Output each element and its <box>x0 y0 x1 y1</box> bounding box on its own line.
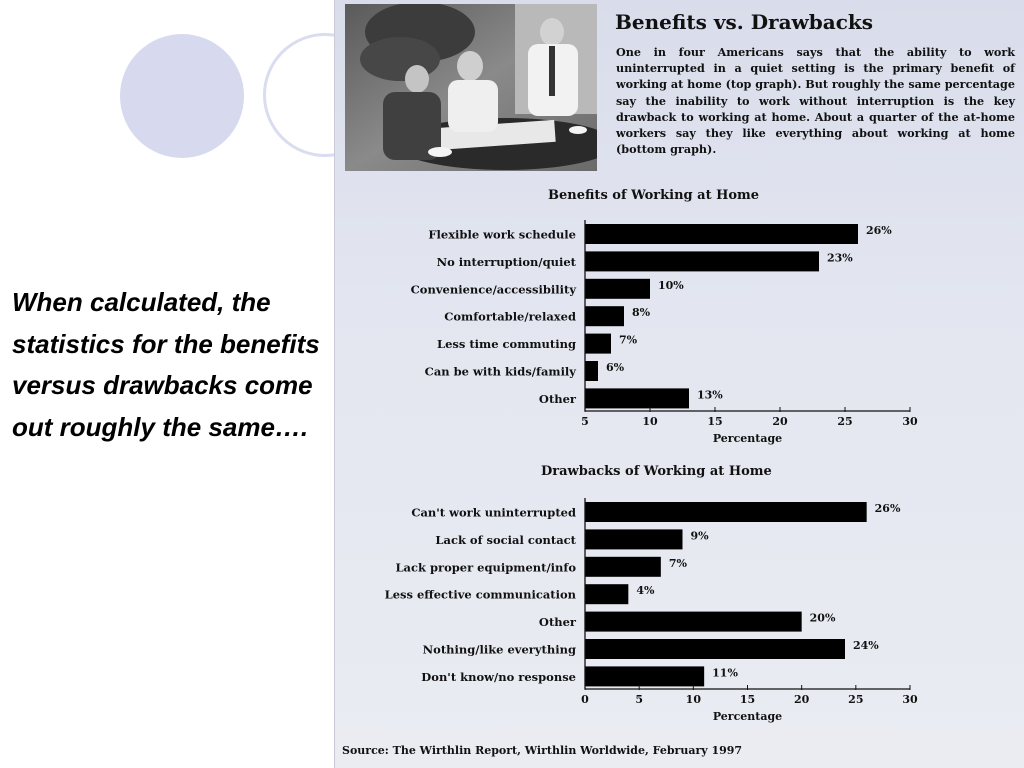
drawbacks-bar-lack-proper-equipment-info <box>585 557 661 577</box>
drawbacks-bar-lack-of-social-contact <box>585 529 683 549</box>
benefits-bar-comfortable-relaxed <box>585 306 624 326</box>
drawbacks-value-label-less-effective-communication: 4% <box>636 584 655 598</box>
benefits-chart <box>335 212 1024 462</box>
drawbacks-x-tick-label-30: 30 <box>902 693 918 706</box>
drawbacks-bar-can-t-work-uninterrupted <box>585 502 867 522</box>
benefits-x-axis-label: Percentage <box>712 432 783 445</box>
benefits-bar-other <box>585 388 689 408</box>
drawbacks-x-tick-label-10: 10 <box>685 693 701 706</box>
drawbacks-x-axis-label: Percentage <box>712 710 783 723</box>
slide-caption: When calculated, the statistics for the benefits versus drawbacks come out roughly the same…. <box>12 287 320 442</box>
benefits-value-label-flexible-work-schedule: 26% <box>866 224 892 237</box>
benefits-category-label-flexible-work-schedule: Flexible work schedule <box>428 227 576 242</box>
drawbacks-bar-don-t-know-no-response <box>585 666 704 686</box>
figure-panel <box>334 0 1024 768</box>
drawbacks-value-label-lack-of-social-contact: 9% <box>690 529 709 543</box>
drawbacks-category-label-don-t-know-no-response: Don't know/no response <box>421 669 576 684</box>
drawbacks-chart <box>335 490 1024 740</box>
drawbacks-bar-other <box>585 612 802 632</box>
benefits-bar-less-time-commuting <box>585 334 611 354</box>
drawbacks-value-label-lack-proper-equipment-info: 7% <box>668 556 687 570</box>
benefits-category-label-other: Other <box>538 391 576 406</box>
benefits-value-label-convenience-accessibility: 10% <box>658 278 684 292</box>
drawbacks-value-label-can-t-work-uninterrupted: 26% <box>874 502 901 515</box>
benefits-value-label-comfortable-relaxed: 8% <box>632 306 651 320</box>
drawbacks-category-label-can-t-work-uninterrupted: Can't work uninterrupted <box>411 505 576 520</box>
decorative-circle-filled <box>120 34 244 158</box>
benefits-chart-title: Benefits of Working at Home <box>548 188 760 203</box>
drawbacks-value-label-don-t-know-no-response: 11% <box>712 666 738 680</box>
benefits-x-tick-label-20: 20 <box>772 415 788 428</box>
benefits-category-label-comfortable-relaxed: Comfortable/relaxed <box>444 309 576 324</box>
drawbacks-value-label-other: 20% <box>809 611 836 625</box>
drawbacks-bar-nothing-like-everything <box>585 639 845 659</box>
source-note: Source: The Wirthlin Report, Wirthlin Worldwide, February 1997 <box>342 744 743 757</box>
benefits-x-tick-label-25: 25 <box>837 415 853 428</box>
drawbacks-category-label-lack-proper-equipment-info: Lack proper equipment/info <box>395 560 576 575</box>
drawbacks-x-tick-label-20: 20 <box>794 693 810 706</box>
drawbacks-bar-less-effective-communication <box>585 584 628 604</box>
drawbacks-value-label-nothing-like-everything: 24% <box>853 639 879 652</box>
benefits-bar-flexible-work-schedule <box>585 224 858 244</box>
benefits-category-label-no-interruption-quiet: No interruption/quiet <box>436 254 576 269</box>
figure-intro-text: One in four Americans says that the ability to work uninterrupted in a quiet setting is the primary benefit of working at home (top graph). But roughly the same percentage say the inability to work without interruption is the key drawback to working at home. About a quarter of the at-home workers say they like everything about working at home (bottom graph). <box>616 45 1015 157</box>
drawbacks-chart-title: Drawbacks of Working at Home <box>541 464 772 479</box>
drawbacks-x-tick-label-5: 5 <box>635 693 643 706</box>
benefits-x-tick-label-15: 15 <box>707 415 723 428</box>
benefits-x-tick-label-5: 5 <box>581 415 589 428</box>
drawbacks-x-tick-label-0: 0 <box>581 693 589 706</box>
drawbacks-category-label-other: Other <box>538 615 576 630</box>
benefits-category-label-convenience-accessibility: Convenience/accessibility <box>410 282 576 297</box>
benefits-value-label-less-time-commuting: 7% <box>619 333 638 347</box>
benefits-value-label-other: 13% <box>697 388 723 402</box>
drawbacks-x-tick-label-15: 15 <box>739 693 756 706</box>
figure-title: Benefits vs. Drawbacks <box>615 10 873 34</box>
benefits-x-tick-label-10: 10 <box>642 415 658 428</box>
benefits-category-label-can-be-with-kids-family: Can be with kids/family <box>424 364 576 379</box>
office-photo <box>345 4 597 171</box>
drawbacks-category-label-nothing-like-everything: Nothing/like everything <box>422 642 576 657</box>
benefits-value-label-can-be-with-kids-family: 6% <box>606 361 625 374</box>
benefits-bar-no-interruption-quiet <box>585 251 819 271</box>
benefits-category-label-less-time-commuting: Less time commuting <box>437 337 576 352</box>
benefits-x-tick-label-30: 30 <box>902 415 918 428</box>
benefits-bar-can-be-with-kids-family <box>585 361 598 381</box>
benefits-value-label-no-interruption-quiet: 23% <box>827 251 853 265</box>
drawbacks-category-label-less-effective-communication: Less effective communication <box>384 587 576 602</box>
drawbacks-x-tick-label-25: 25 <box>848 693 864 706</box>
drawbacks-category-label-lack-of-social-contact: Lack of social contact <box>435 532 576 547</box>
benefits-bar-convenience-accessibility <box>585 279 650 299</box>
